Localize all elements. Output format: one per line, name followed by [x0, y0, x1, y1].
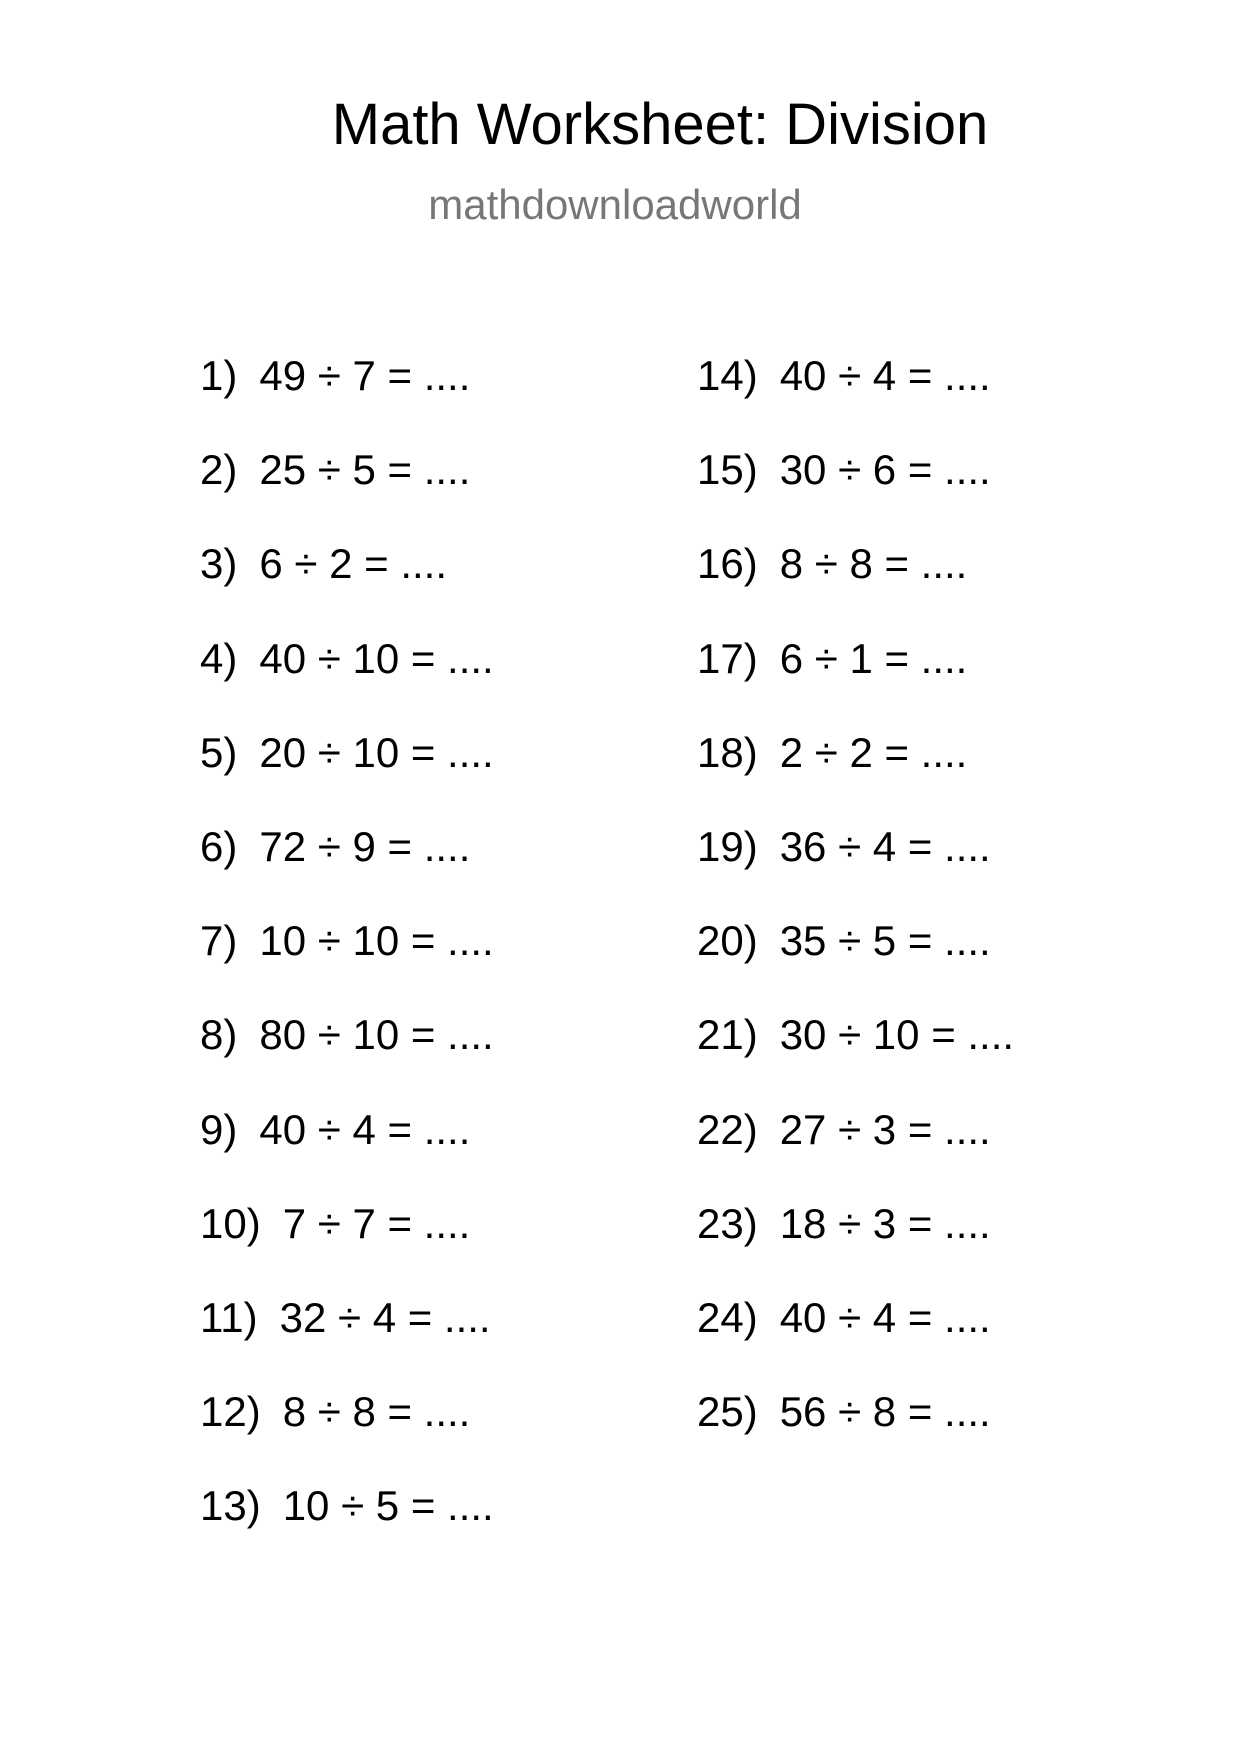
problem-expression: 30 ÷ 6 = ....	[779, 446, 991, 493]
problem-item	[697, 823, 991, 870]
problem-number: 12)	[200, 1388, 261, 1435]
problem-number: 13)	[200, 1482, 261, 1529]
problem-number: 4)	[200, 635, 238, 682]
problem-item	[200, 1388, 471, 1435]
problem-item	[200, 1482, 494, 1529]
problem-expression: 25 ÷ 5 = ....	[259, 446, 471, 493]
problem-item	[200, 729, 494, 776]
problem-number: 11)	[200, 1294, 258, 1341]
problem-number: 17)	[697, 635, 758, 682]
problem-expression: 6 ÷ 1 = ....	[779, 635, 968, 682]
problem-expression: 56 ÷ 8 = ....	[779, 1388, 991, 1435]
problem-number: 10)	[200, 1200, 261, 1247]
problem-expression: 40 ÷ 10 = ....	[259, 635, 494, 682]
problem-expression: 8 ÷ 8 = ....	[282, 1388, 471, 1435]
problem-item	[697, 1388, 991, 1435]
problem-expression: 40 ÷ 4 = ....	[779, 352, 991, 399]
problem-expression: 27 ÷ 3 = ....	[779, 1106, 991, 1153]
problem-item	[200, 1106, 471, 1153]
problem-item	[697, 917, 991, 964]
problem-expression: 40 ÷ 4 = ....	[779, 1294, 991, 1341]
problem-expression: 2 ÷ 2 = ....	[779, 729, 968, 776]
problem-item	[697, 729, 968, 776]
problem-item	[200, 635, 494, 682]
problem-expression: 32 ÷ 4 = ....	[279, 1294, 491, 1341]
problem-item	[200, 540, 448, 587]
problem-number: 24)	[697, 1294, 758, 1341]
problem-number: 8)	[200, 1011, 238, 1058]
problem-number: 2)	[200, 446, 238, 493]
problem-expression: 10 ÷ 10 = ....	[259, 917, 494, 964]
problem-item	[200, 1200, 471, 1247]
problem-number: 20)	[697, 917, 758, 964]
problem-expression: 36 ÷ 4 = ....	[779, 823, 991, 870]
problem-expression: 72 ÷ 9 = ....	[259, 823, 471, 870]
problem-expression: 6 ÷ 2 = ....	[259, 540, 448, 587]
problem-item	[200, 352, 471, 399]
problem-expression: 20 ÷ 10 = ....	[259, 729, 494, 776]
problem-item	[697, 540, 968, 587]
worksheet-subtitle: mathdownloadworld	[428, 181, 802, 228]
problem-number: 16)	[697, 540, 758, 587]
problem-item	[697, 1200, 991, 1247]
problem-item	[697, 1294, 991, 1341]
problem-number: 21)	[697, 1011, 758, 1058]
problem-number: 18)	[697, 729, 758, 776]
problem-number: 22)	[697, 1106, 758, 1153]
problem-expression: 10 ÷ 5 = ....	[282, 1482, 494, 1529]
worksheet-title: Math Worksheet: Division	[331, 92, 989, 157]
problem-item	[200, 1011, 494, 1058]
problem-number: 14)	[697, 352, 758, 399]
problem-expression: 80 ÷ 10 = ....	[259, 1011, 494, 1058]
problem-number: 6)	[200, 823, 238, 870]
problem-item	[200, 823, 471, 870]
problem-expression: 8 ÷ 8 = ....	[779, 540, 968, 587]
problem-expression: 18 ÷ 3 = ....	[779, 1200, 991, 1247]
problem-number: 9)	[200, 1106, 238, 1153]
problem-expression: 49 ÷ 7 = ....	[259, 352, 471, 399]
problem-item	[697, 1011, 1015, 1058]
problem-item	[697, 446, 991, 493]
problem-expression: 35 ÷ 5 = ....	[779, 917, 991, 964]
problem-number: 25)	[697, 1388, 758, 1435]
problem-number: 19)	[697, 823, 758, 870]
problem-item	[200, 446, 471, 493]
problem-item	[200, 1294, 491, 1341]
problem-expression: 30 ÷ 10 = ....	[779, 1011, 1015, 1058]
problem-number: 23)	[697, 1200, 758, 1247]
problem-item	[697, 352, 991, 399]
problem-expression: 40 ÷ 4 = ....	[259, 1106, 471, 1153]
problem-expression: 7 ÷ 7 = ....	[282, 1200, 471, 1247]
problem-number: 5)	[200, 729, 238, 776]
problem-item	[697, 635, 968, 682]
problem-item	[697, 1106, 991, 1153]
problem-number: 3)	[200, 540, 238, 587]
problem-number: 7)	[200, 917, 238, 964]
problem-number: 1)	[200, 352, 238, 399]
problem-number: 15)	[697, 446, 758, 493]
problem-item	[200, 917, 494, 964]
